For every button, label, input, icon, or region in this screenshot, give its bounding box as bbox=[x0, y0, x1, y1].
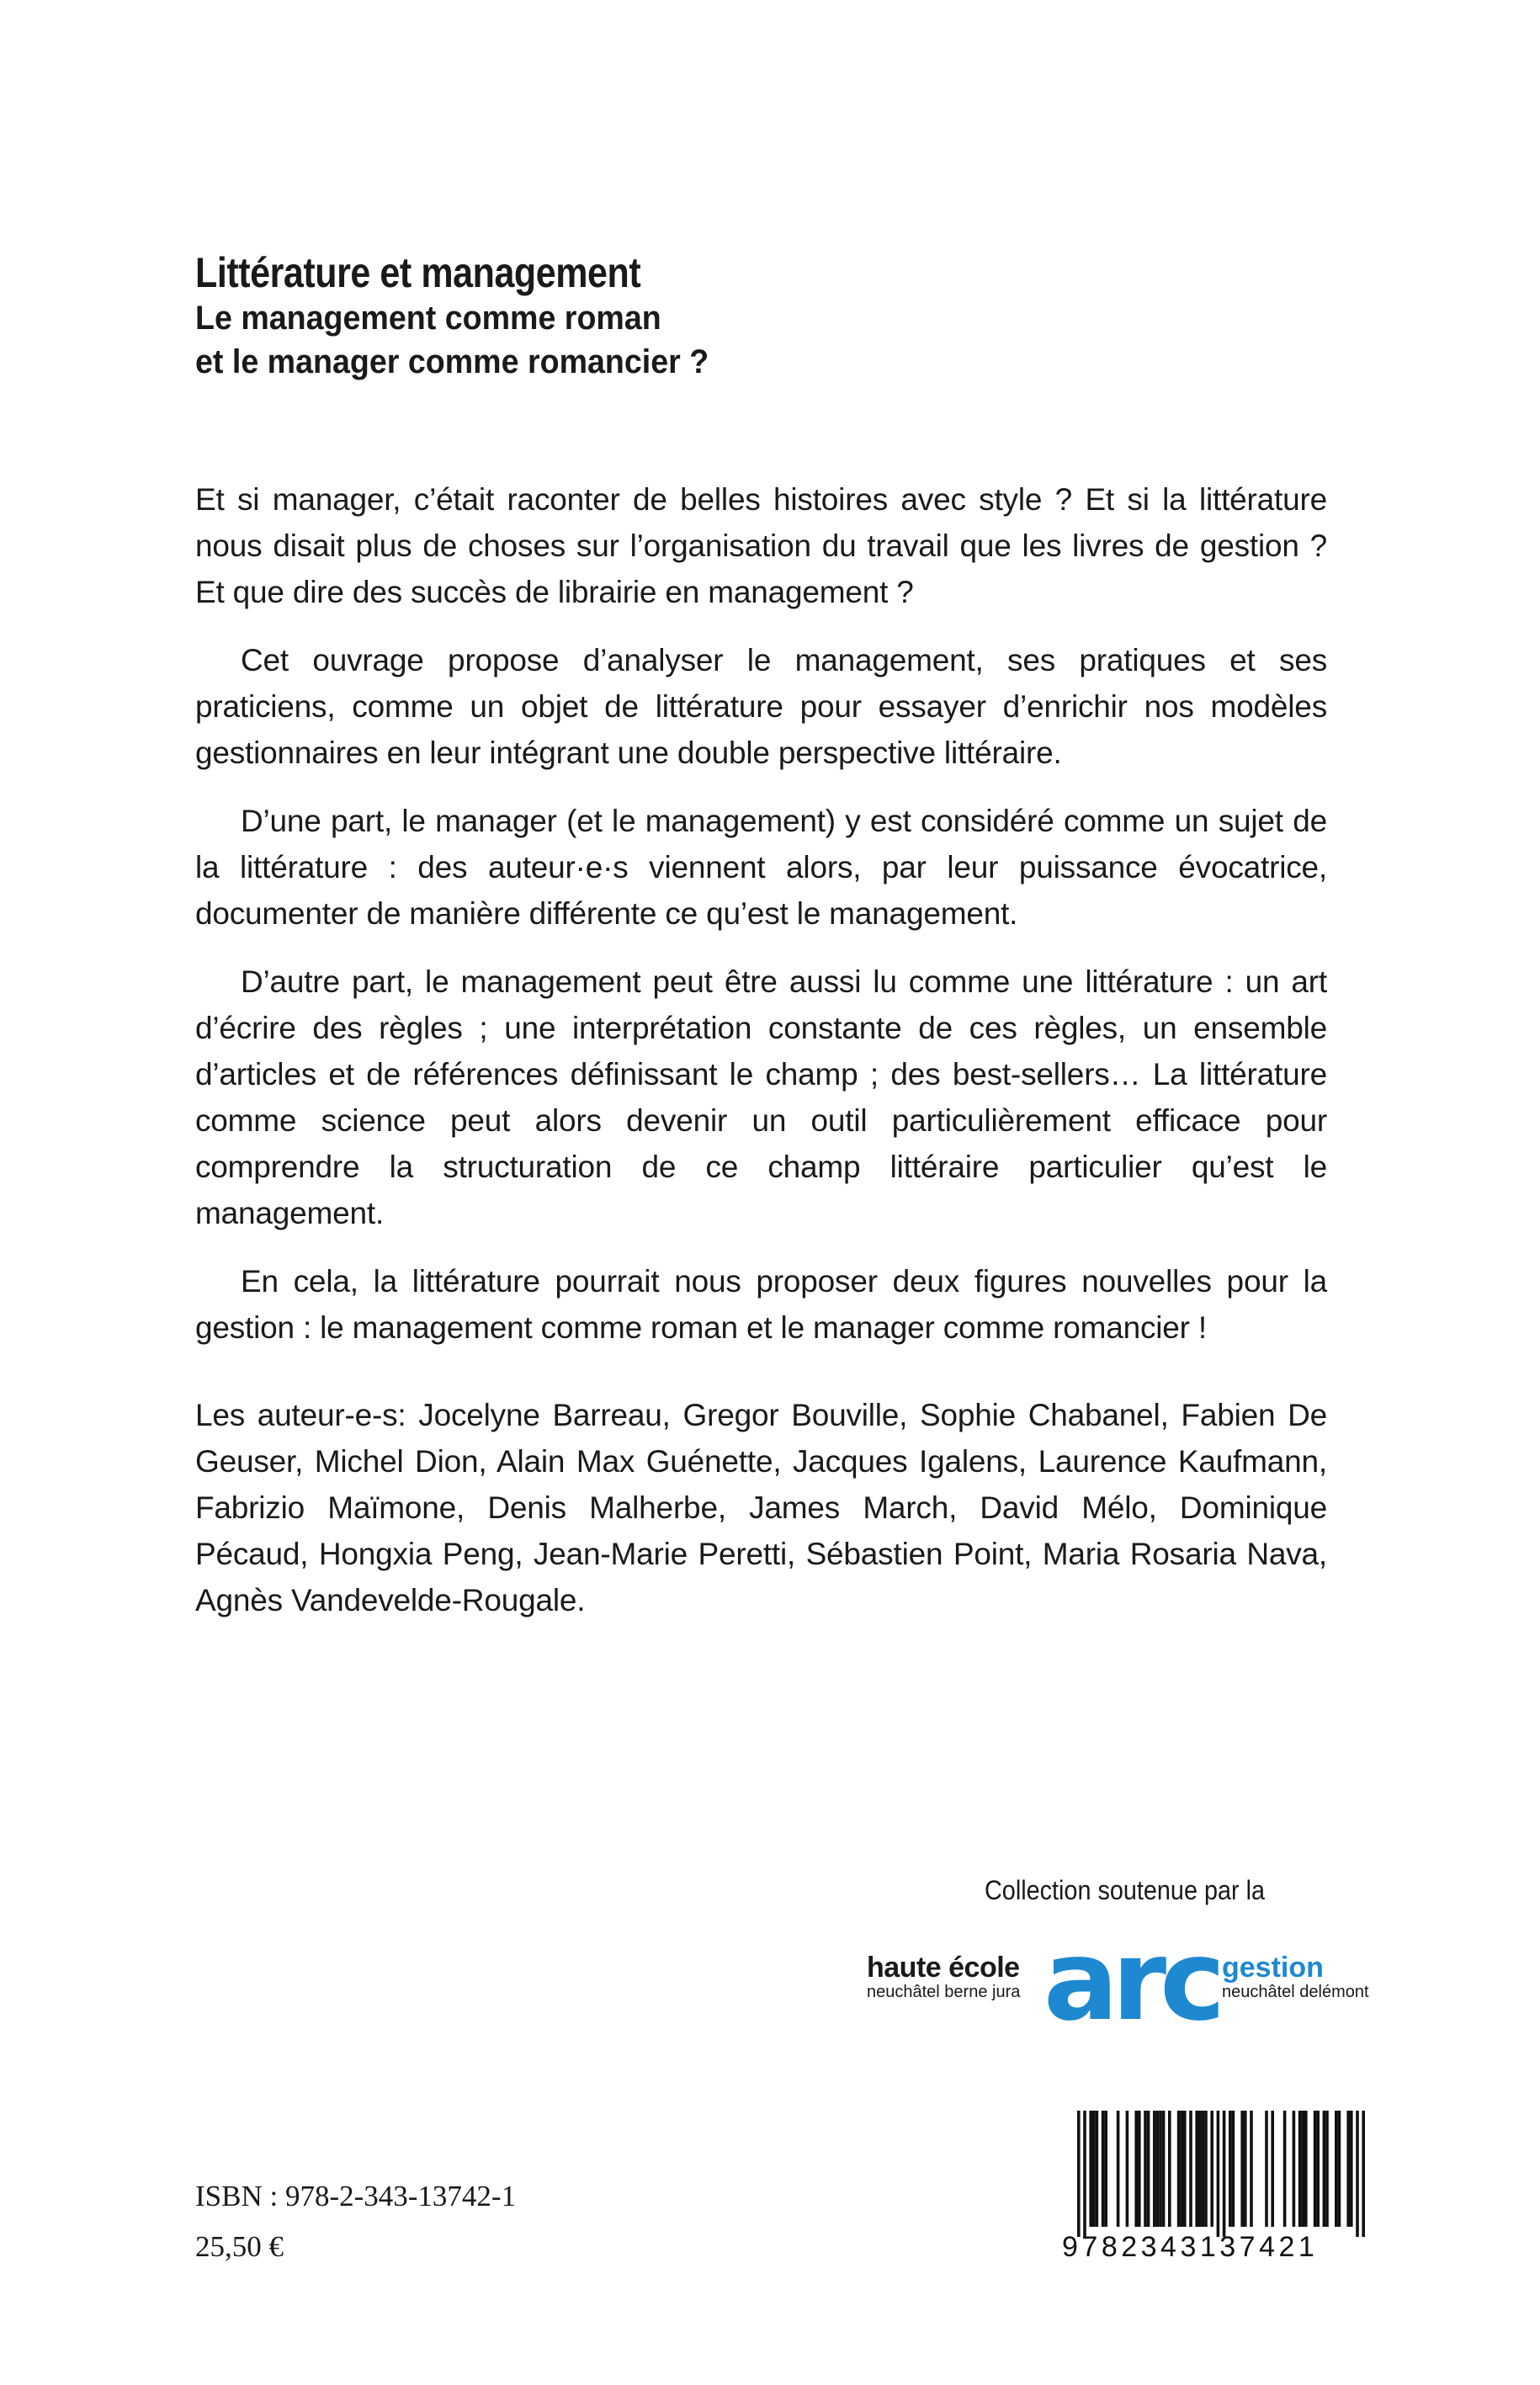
barcode-bar bbox=[1180, 2111, 1183, 2227]
barcode-bar bbox=[1189, 2111, 1192, 2227]
he-arc-logo bbox=[867, 1916, 1405, 2046]
barcode bbox=[1059, 2111, 1382, 2271]
logo-gestion: gestion bbox=[1222, 1952, 1324, 1984]
barcode-bar bbox=[1283, 2111, 1287, 2227]
barcode-bar bbox=[1325, 2111, 1329, 2227]
book-subtitle-line-2: et le manager comme romancier ? bbox=[195, 343, 709, 380]
barcode-bar bbox=[1202, 2111, 1205, 2227]
barcode-bar bbox=[1077, 2111, 1081, 2237]
sponsor-caption: Collection soutenue par la bbox=[985, 1875, 1266, 1905]
logo-left-block bbox=[867, 1952, 1020, 2001]
isbn: ISBN : 978-2-343-13742-1 bbox=[195, 2180, 517, 2212]
blurb-paragraph-1: Et si manager, c’était raconter de belles histoires avec style ? Et si la littérature nous disait plus de choses sur l’organisation du travail que les livres de gestion ? Et que dire des succès de librairie en management ? bbox=[195, 482, 1327, 609]
barcode-bar bbox=[1240, 2111, 1244, 2227]
barcode-bar bbox=[1156, 2111, 1160, 2227]
barcode-bar bbox=[1144, 2111, 1147, 2227]
barcode-bar bbox=[1229, 2111, 1232, 2227]
barcode-bar bbox=[1198, 2111, 1202, 2227]
barcode-bar bbox=[1335, 2111, 1338, 2227]
book-title: Littérature et management bbox=[195, 249, 641, 296]
barcode-bar bbox=[1210, 2111, 1213, 2227]
barcode-bar bbox=[1232, 2111, 1235, 2227]
barcode-bar bbox=[1323, 2111, 1326, 2227]
barcode-bar bbox=[1153, 2111, 1156, 2227]
barcode-bar bbox=[1096, 2111, 1099, 2227]
barcode-bar bbox=[1338, 2111, 1341, 2227]
logo-right-block bbox=[1222, 1952, 1369, 2001]
barcode-bar bbox=[1350, 2111, 1353, 2227]
barcode-bar bbox=[1244, 2111, 1247, 2227]
barcode-bar bbox=[1271, 2111, 1274, 2227]
barcode-bars bbox=[1059, 2111, 1382, 2237]
barcode-bar bbox=[1183, 2111, 1187, 2227]
blurb-paragraph-4: D’autre part, le management peut être aussi lu comme une littérature : un art d’écrire des règles ; une interprétation constante de ces règles, un ensemble d’articles et de références définissant le champ ; des best-sellers… La littérature comme science peut alors devenir un outil particulièrement efficace pour comprendre la structuration de ce champ littéraire particulier qu’est le management. bbox=[195, 964, 1327, 1230]
barcode-bar bbox=[1089, 2111, 1092, 2227]
barcode-bar bbox=[1346, 2111, 1350, 2227]
logo-haute-ecole: haute école bbox=[867, 1952, 1020, 1984]
barcode-bar bbox=[1301, 2111, 1304, 2227]
barcode-bar bbox=[1195, 2111, 1198, 2227]
logo-arc-mark: arc bbox=[1043, 1916, 1219, 2046]
barcode-bar bbox=[1147, 2111, 1150, 2227]
barcode-bar bbox=[1134, 2111, 1138, 2227]
blurb-paragraph-3: D’une part, le manager (et le management) y est considéré comme un sujet de la littérature : des auteur·e·s viennent alors, par leur puissance évocatrice, documenter de manière différente ce qu’est le management. bbox=[195, 804, 1327, 931]
barcode-bar bbox=[1223, 2111, 1226, 2237]
barcode-bar bbox=[1314, 2111, 1317, 2227]
barcode-bar bbox=[1177, 2111, 1181, 2227]
barcode-bar bbox=[1293, 2111, 1296, 2227]
price: 25,50 € bbox=[195, 2230, 284, 2263]
logo-gestion-sub: neuchâtel delémont bbox=[1222, 1983, 1369, 2001]
barcode-bar bbox=[1104, 2111, 1107, 2227]
blurb-paragraph-5: En cela, la littérature pourrait nous proposer deux figures nouvelles pour la gestion : le management comme roman et le manager comme romancier ! bbox=[195, 1264, 1327, 1345]
barcode-bar bbox=[1316, 2111, 1320, 2227]
barcode-bar bbox=[1092, 2111, 1096, 2227]
authors-list: Les auteur-e-s: Jocelyne Barreau, Gregor Bouville, Sophie Chabanel, Fabien De Geuser, Michel Dion, Alain Max Guénette, Jacques Igalens, Laurence Kaufmann, Fabrizio Maïmone, Denis Malherbe, James March, David Mélo, Dominique Pécaud, Hongxia Peng, Jean-Marie Peretti, Sébastien Point, Maria Rosaria Nava, Agnès Vandevelde-Rougale. bbox=[195, 1398, 1327, 1617]
barcode-digits: 9782343137421 bbox=[1062, 2231, 1319, 2263]
barcode-bar bbox=[1126, 2111, 1129, 2227]
barcode-bar bbox=[1356, 2111, 1359, 2237]
barcode-bar bbox=[1304, 2111, 1308, 2227]
blurb-paragraph-2: Cet ouvrage propose d’analyser le management, ses pratiques et ses praticiens, comme un objet de littérature pour essayer d’enrichir nos modèles gestionnaires en leur intégrant une double perspective littéraire. bbox=[195, 643, 1327, 770]
barcode-bar bbox=[1217, 2111, 1220, 2237]
barcode-bar bbox=[1168, 2111, 1171, 2227]
barcode-bar bbox=[1159, 2111, 1162, 2227]
title-block bbox=[195, 249, 1373, 384]
barcode-bar bbox=[1265, 2111, 1268, 2227]
barcode-bar bbox=[1204, 2111, 1208, 2227]
barcode-bar bbox=[1362, 2111, 1365, 2237]
barcode-bar bbox=[1083, 2111, 1086, 2237]
barcode-bar bbox=[1298, 2111, 1302, 2227]
barcode-bar bbox=[1138, 2111, 1141, 2227]
book-subtitle-line-1: Le management comme roman bbox=[195, 300, 661, 337]
back-cover-blurb bbox=[195, 476, 1327, 1373]
barcode-bar bbox=[1117, 2111, 1120, 2227]
barcode-bar bbox=[1162, 2111, 1166, 2227]
barcode-bar bbox=[1102, 2111, 1105, 2227]
barcode-bar bbox=[1250, 2111, 1253, 2227]
logo-haute-ecole-sub: neuchâtel berne jura bbox=[867, 1983, 1021, 2001]
